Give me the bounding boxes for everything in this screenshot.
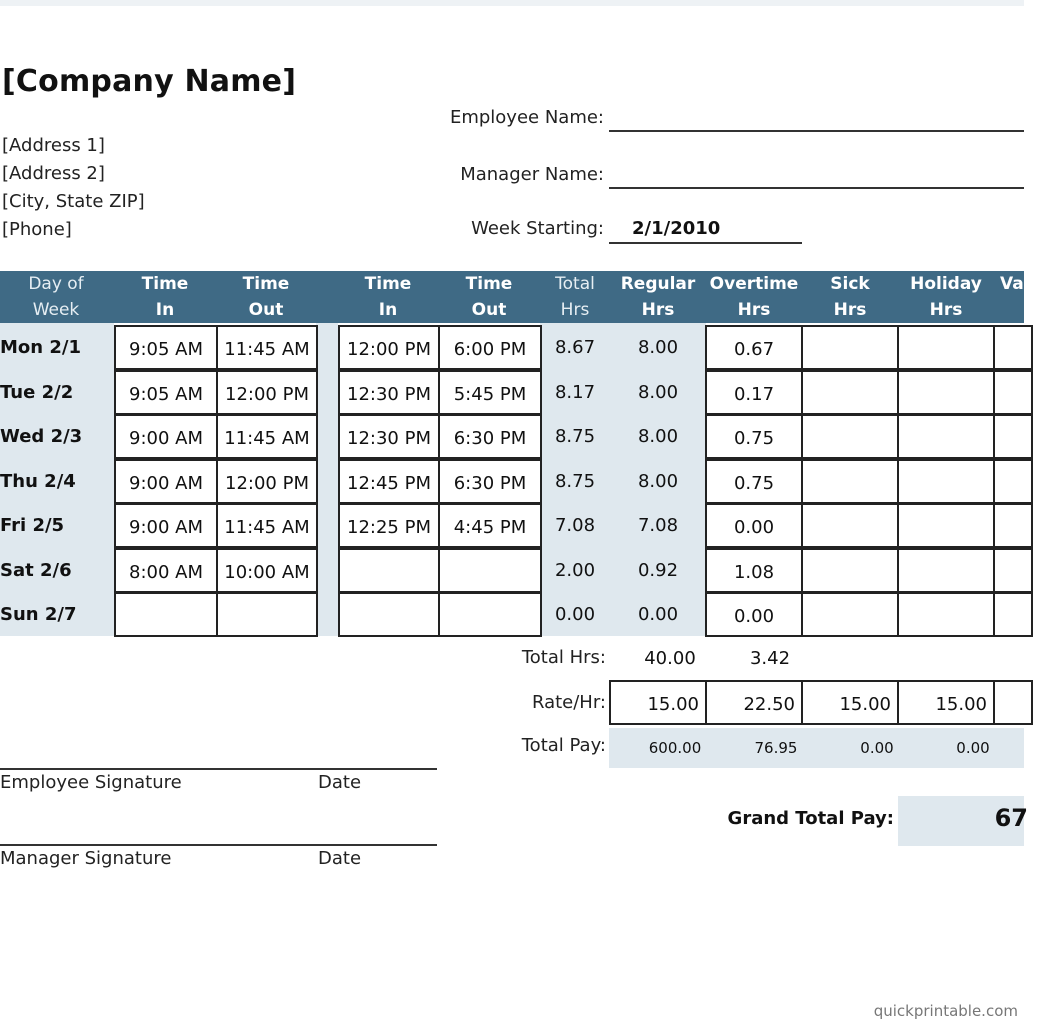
watermark: quickprintable.com [873,1002,1018,1020]
time-out-2-cell[interactable]: 6:30 PM [438,414,542,459]
header-vacation-hrs: Va [1000,274,1024,294]
time-in-2-cell[interactable]: 12:45 PM [338,459,440,504]
vacation-hrs-cell[interactable] [993,548,1033,593]
header-sick-hrs: Sick Hrs [830,274,870,320]
time-in-1-cell[interactable]: 9:00 AM [114,503,218,548]
sick-hrs-cell[interactable] [801,592,899,637]
header-total-hrs: Total Hrs [555,274,595,320]
grand-total-pay-label: Grand Total Pay: [727,808,894,829]
vacation-hrs-cell[interactable] [993,503,1033,548]
time-out-1-cell[interactable]: 11:45 AM [216,414,318,459]
time-in-1-cell[interactable]: 9:00 AM [114,459,218,504]
header-time-in-2: Time In [364,274,412,320]
header-time-in-1: Time In [141,274,189,320]
header-time-out-1: Time Out [242,274,290,320]
rate-vacation[interactable] [993,680,1033,725]
header-regular-hrs: Regular Hrs [620,274,696,320]
time-out-2-cell[interactable]: 5:45 PM [438,370,542,415]
header-overtime-hrs: Overtime Hrs [709,274,799,320]
vacation-hrs-cell[interactable] [993,370,1033,415]
time-in-2-cell[interactable]: 12:30 PM [338,414,440,459]
holiday-hrs-cell[interactable] [897,370,995,415]
total-pay-label: Total Pay: [521,735,606,756]
total-regular-hrs: 40.00 [644,648,696,669]
header-time-out-2: Time Out [465,274,513,320]
regular-hrs-cell: 8.00 [637,426,679,447]
day-label: Fri 2/5 [0,515,65,536]
manager-signature-line [0,844,437,846]
sick-hrs-cell[interactable] [801,459,899,504]
pay-holiday: 0.00 [956,739,990,757]
pay-regular: 600.00 [648,739,702,757]
time-out-2-cell[interactable]: 4:45 PM [438,503,542,548]
holiday-hrs-cell[interactable] [897,592,995,637]
time-in-2-cell[interactable]: 12:30 PM [338,370,440,415]
holiday-hrs-cell[interactable] [897,459,995,504]
holiday-hrs-cell[interactable] [897,414,995,459]
total-hrs-cell: 0.00 [554,604,596,625]
time-in-2-cell[interactable] [338,592,440,637]
time-in-1-cell[interactable]: 8:00 AM [114,548,218,593]
sick-hrs-cell[interactable] [801,370,899,415]
overtime-hrs-cell[interactable]: 0.00 [705,592,803,637]
employee-signature-date-label: Date [318,772,362,793]
time-out-2-cell[interactable] [438,592,542,637]
employee-signature-line [0,768,437,770]
time-in-1-cell[interactable] [114,592,218,637]
holiday-hrs-cell[interactable] [897,548,995,593]
manager-signature-date-label: Date [318,848,362,869]
total-overtime-hrs: 3.42 [749,648,791,669]
day-label: Sun 2/7 [0,604,77,625]
sick-hrs-cell[interactable] [801,548,899,593]
regular-hrs-cell: 8.00 [637,471,679,492]
regular-hrs-cell: 7.08 [637,515,679,536]
time-out-2-cell[interactable] [438,548,542,593]
top-border [0,0,1024,6]
time-in-1-cell[interactable]: 9:05 AM [114,370,218,415]
vacation-hrs-cell[interactable] [993,459,1033,504]
regular-hrs-cell: 8.00 [637,382,679,403]
total-hrs-label: Total Hrs: [521,647,606,668]
company-address-2: [Address 2] [2,163,105,184]
regular-hrs-cell: 8.00 [637,337,679,358]
holiday-hrs-cell[interactable] [897,325,995,370]
overtime-hrs-cell[interactable]: 0.75 [705,459,803,504]
rate-overtime[interactable]: 22.50 [705,680,803,725]
rate-sick[interactable]: 15.00 [801,680,899,725]
vacation-hrs-cell[interactable] [993,414,1033,459]
day-label: Wed 2/3 [0,426,83,447]
rate-holiday[interactable]: 15.00 [897,680,995,725]
overtime-hrs-cell[interactable]: 1.08 [705,548,803,593]
overtime-hrs-cell[interactable]: 0.75 [705,414,803,459]
time-out-1-cell[interactable]: 12:00 PM [216,459,318,504]
week-starting-value[interactable]: 2/1/2010 [632,218,721,239]
time-out-1-cell[interactable] [216,592,318,637]
rate-regular[interactable]: 15.00 [609,680,707,725]
time-in-2-cell[interactable] [338,548,440,593]
overtime-hrs-cell[interactable]: 0.67 [705,325,803,370]
manager-name-label: Manager Name: [460,164,604,185]
sick-hrs-cell[interactable] [801,503,899,548]
employee-signature-label: Employee Signature [0,772,182,793]
employee-name-label: Employee Name: [449,107,604,128]
sick-hrs-cell[interactable] [801,325,899,370]
grand-total-pay-value: 67 [994,804,1028,832]
lunch-gap-band [316,323,338,636]
day-label: Sat 2/6 [0,560,72,581]
time-in-2-cell[interactable]: 12:00 PM [338,325,440,370]
time-out-1-cell[interactable]: 12:00 PM [216,370,318,415]
holiday-hrs-cell[interactable] [897,503,995,548]
total-hrs-cell: 8.67 [554,337,596,358]
week-starting-line [609,242,802,244]
header-holiday-hrs: Holiday Hrs [910,274,982,320]
time-out-1-cell[interactable]: 10:00 AM [216,548,318,593]
overtime-hrs-cell[interactable]: 0.17 [705,370,803,415]
time-in-1-cell[interactable]: 9:05 AM [114,325,218,370]
day-label: Tue 2/2 [0,382,74,403]
time-in-2-cell[interactable]: 12:25 PM [338,503,440,548]
manager-name-line [609,187,1024,189]
total-hrs-cell: 8.17 [554,382,596,403]
time-out-2-cell[interactable]: 6:30 PM [438,459,542,504]
time-out-1-cell[interactable]: 11:45 AM [216,503,318,548]
company-city-state-zip: [City, State ZIP] [2,191,145,212]
employee-name-line [609,130,1024,132]
regular-hrs-cell: 0.00 [637,604,679,625]
time-out-2-cell[interactable]: 6:00 PM [438,325,542,370]
sick-hrs-cell[interactable] [801,414,899,459]
day-label: Mon 2/1 [0,337,81,358]
manager-signature-label: Manager Signature [0,848,172,869]
day-label: Thu 2/4 [0,471,76,492]
total-hrs-cell: 8.75 [554,426,596,447]
total-hrs-cell: 8.75 [554,471,596,492]
pay-sick: 0.00 [860,739,894,757]
company-phone: [Phone] [2,219,72,240]
vacation-hrs-cell[interactable] [993,592,1033,637]
vacation-hrs-cell[interactable] [993,325,1033,370]
rate-per-hour-label: Rate/Hr: [531,692,606,713]
header-day-of-week: Day of Week [28,274,84,320]
total-hrs-cell: 7.08 [554,515,596,536]
regular-hrs-cell: 0.92 [637,560,679,581]
pay-overtime: 76.95 [754,739,798,757]
company-address-1: [Address 1] [2,135,105,156]
overtime-hrs-cell[interactable]: 0.00 [705,503,803,548]
week-starting-label: Week Starting: [471,218,604,239]
total-hrs-cell: 2.00 [554,560,596,581]
company-name: [Company Name] [2,64,297,99]
time-out-1-cell[interactable]: 11:45 AM [216,325,318,370]
time-in-1-cell[interactable]: 9:00 AM [114,414,218,459]
